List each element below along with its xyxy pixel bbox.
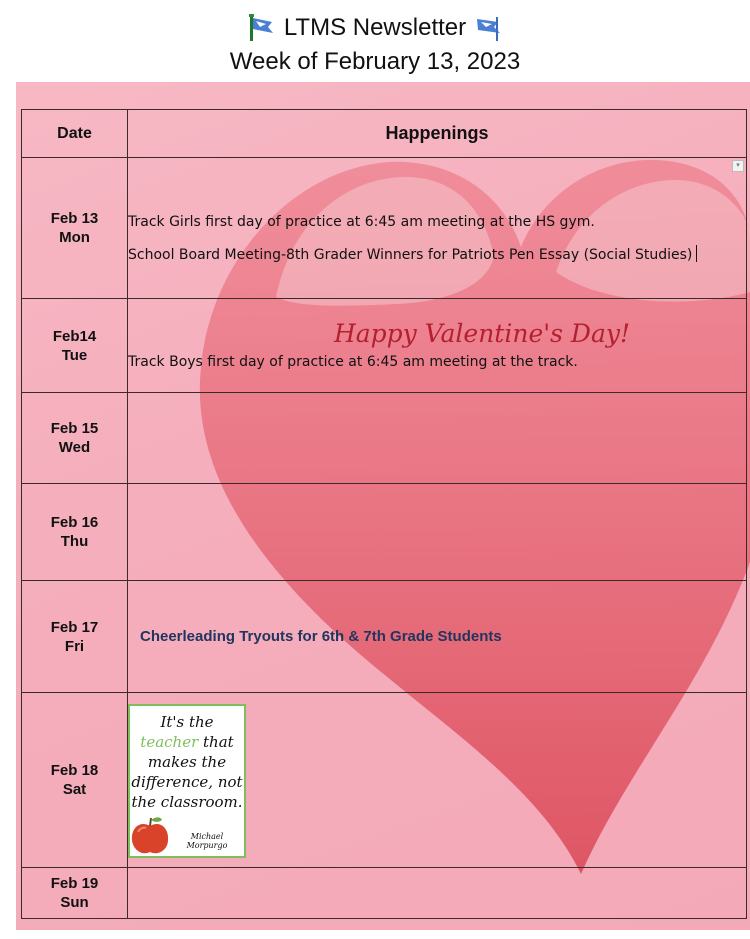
quote-line: makes the: [147, 752, 227, 771]
table-row: [22, 868, 747, 919]
text-cursor: [696, 245, 697, 262]
date-label: Feb 13: [50, 210, 99, 227]
table-row: [22, 299, 747, 393]
happenings-cell[interactable]: [128, 693, 747, 868]
date-label: Feb 15: [50, 420, 99, 437]
day-label: Wed: [58, 439, 91, 456]
quote-line: [130, 732, 244, 752]
date-cell: [22, 393, 128, 484]
date-cell: [22, 299, 128, 393]
quote-highlight: teacher: [140, 732, 199, 751]
event-text: Track Boys first day of practice at 6:45 am meeting at the track.: [128, 353, 578, 370]
date-label: Feb14: [52, 327, 97, 345]
date-label: Feb 17: [50, 618, 99, 636]
happenings-cell[interactable]: [128, 393, 747, 484]
day-label: Tue: [61, 346, 88, 364]
apple-icon: [130, 814, 170, 856]
happenings-header: Happenings: [128, 110, 747, 158]
date-cell: [22, 868, 128, 919]
quote-line: the classroom.: [131, 792, 243, 811]
table-row: [22, 393, 747, 484]
table-row: [22, 581, 747, 693]
day-label: Sat: [62, 781, 87, 798]
table-header-row: [22, 110, 747, 158]
event-text: Cheerleading Tryouts for 6th & 7th Grade Students: [140, 628, 502, 645]
date-cell: [22, 693, 128, 868]
date-label: Feb 18: [50, 762, 99, 779]
date-label: Feb 16: [50, 514, 99, 531]
happenings-cell[interactable]: [128, 868, 747, 919]
day-label: Sun: [60, 894, 89, 911]
date-label: Feb 19: [50, 875, 99, 892]
page-subtitle: Week of February 13, 2023: [229, 48, 521, 75]
happenings-cell[interactable]: [128, 484, 747, 581]
event-text: School Board Meeting-8th Grader Winners for Patriots Pen Essay (Social Studies): [128, 247, 693, 263]
table-row: [22, 158, 747, 299]
flag-icon: [246, 13, 276, 43]
flag-icon: [474, 13, 504, 43]
day-label: Fri: [64, 637, 85, 655]
teacher-quote-image: [128, 704, 246, 858]
date-header: Date: [22, 110, 128, 158]
page-title: LTMS Newsletter: [283, 14, 467, 41]
valentine-banner: Happy Valentine's Day!: [333, 318, 631, 348]
table-row: [22, 693, 747, 868]
happenings-cell[interactable]: [128, 581, 747, 693]
quote-author: Michael Morpurgo: [186, 831, 228, 850]
date-cell: [22, 158, 128, 299]
day-label: Thu: [60, 533, 89, 550]
quote-word: that: [198, 732, 234, 751]
table-row: [22, 484, 747, 581]
date-cell: [22, 484, 128, 581]
date-cell: [22, 581, 128, 693]
newsletter-header: [0, 0, 750, 82]
title-line: [0, 12, 750, 44]
happenings-cell[interactable]: [128, 158, 747, 299]
happenings-cell[interactable]: [128, 299, 747, 393]
quote-line: difference, not: [131, 772, 243, 791]
event-text-wrapper: [128, 245, 746, 266]
schedule-table: [21, 109, 747, 919]
quote-line: It's the: [160, 712, 214, 731]
dropdown-handle-icon[interactable]: ▾: [732, 160, 744, 172]
schedule-sheet: [16, 82, 750, 930]
day-label: Mon: [59, 229, 90, 246]
event-text: Track Girls first day of practice at 6:45 am meeting at the HS gym.: [128, 214, 595, 230]
